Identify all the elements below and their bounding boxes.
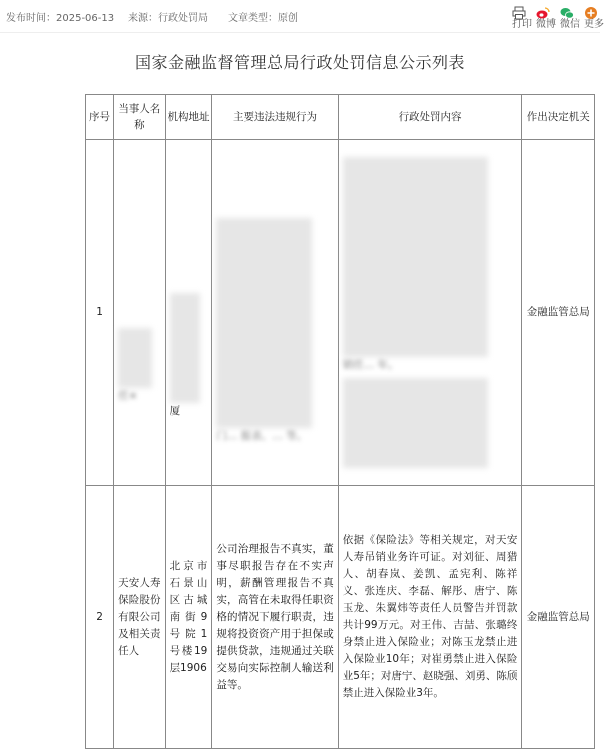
row1-address-visible: 厦 xyxy=(169,404,181,417)
redacted-block xyxy=(118,328,152,388)
row2-penalty-text: 依据《保险法》等相关规定，对天安人寿吊销业务许可证。对刘征、周猎人、胡春岚、姜凯、孟宪利、陈祥义、张连庆、李磊、解彤、唐宁、陈玉龙、朱翼炜等责任人员警告并罚款共计99万元。对王伟、吉喆、张璐终身禁止进入保险业；对陈玉龙禁止进入保险业10年；对崔勇禁止进入保险业5年；对唐宁、赵晓强、刘勇、陈颀禁止进入保险业3年。 xyxy=(342,534,518,699)
wechat-label: 微信 xyxy=(560,19,580,30)
row1-violation xyxy=(212,140,338,486)
redacted-block xyxy=(343,157,488,357)
row1-penalty-visible: 销任… 年。 xyxy=(342,359,399,371)
header-org: 作出决定机关 xyxy=(522,95,595,140)
row2-penalty xyxy=(338,486,522,749)
row2-org xyxy=(522,486,595,749)
row2-party-text: 天安人寿保险股份有限公司及相关责任人 xyxy=(118,576,161,657)
redacted-block xyxy=(343,378,488,468)
row1-address xyxy=(165,140,212,486)
row1-org xyxy=(522,140,595,486)
header-penalty: 行政处罚内容 xyxy=(338,95,522,140)
header-address: 机构地址 xyxy=(165,95,212,140)
header-party: 当事人名称 xyxy=(114,95,165,140)
weibo-label: 微博 xyxy=(536,19,556,30)
row2-party xyxy=(114,486,165,749)
row1-penalty xyxy=(338,140,522,486)
row1-violation-visible: 门… 报表、… 等。 xyxy=(216,429,308,442)
more-share-button[interactable] xyxy=(584,6,604,30)
share-toolbar xyxy=(512,6,604,30)
article-meta-bar xyxy=(0,0,604,33)
redacted-block xyxy=(170,293,200,403)
header-violation: 主要违法违规行为 xyxy=(212,95,338,140)
print-label: 打印 xyxy=(512,19,532,30)
source-label: 来源：行政处罚局 xyxy=(128,13,208,24)
penalty-table xyxy=(85,94,595,749)
row2-violation-text: 公司治理报告不真实，董事尽职报告存在不实声明，薪酬管理报告不真实，高管在未取得任职资格的情况下履行职责，违规将投资资产用于担保或提供贷款，违规通过关联交易向实际控制人输送利益等。 xyxy=(216,542,334,691)
row1-party-visible: 任× xyxy=(118,389,138,402)
article-type: 文章类型：原创 xyxy=(228,13,298,24)
row1-party xyxy=(114,140,165,486)
publish-date: 发布时间：2025-06-13 xyxy=(6,13,115,24)
row1-org-text: 金融监管总局 xyxy=(526,306,590,318)
row2-violation xyxy=(212,486,338,749)
header-seq: 序号 xyxy=(86,95,114,140)
more-label: 更多 xyxy=(584,19,604,30)
wechat-share-button[interactable] xyxy=(560,6,580,30)
page-title: 国家金融监督管理总局行政处罚信息公示列表 xyxy=(134,53,465,72)
table-row xyxy=(86,486,595,749)
table-header-row xyxy=(86,95,595,140)
row2-address xyxy=(165,486,212,749)
redacted-block xyxy=(216,218,312,428)
table-row xyxy=(86,140,595,486)
row2-seq: 2 xyxy=(86,486,114,749)
print-button[interactable] xyxy=(512,6,532,30)
row2-org-text: 金融监管总局 xyxy=(526,610,590,623)
row1-seq: 1 xyxy=(86,140,114,486)
row2-address-text: 北京市石景山区古城南街9号院1号楼19层1906 xyxy=(169,559,208,674)
weibo-share-button[interactable] xyxy=(536,6,556,30)
